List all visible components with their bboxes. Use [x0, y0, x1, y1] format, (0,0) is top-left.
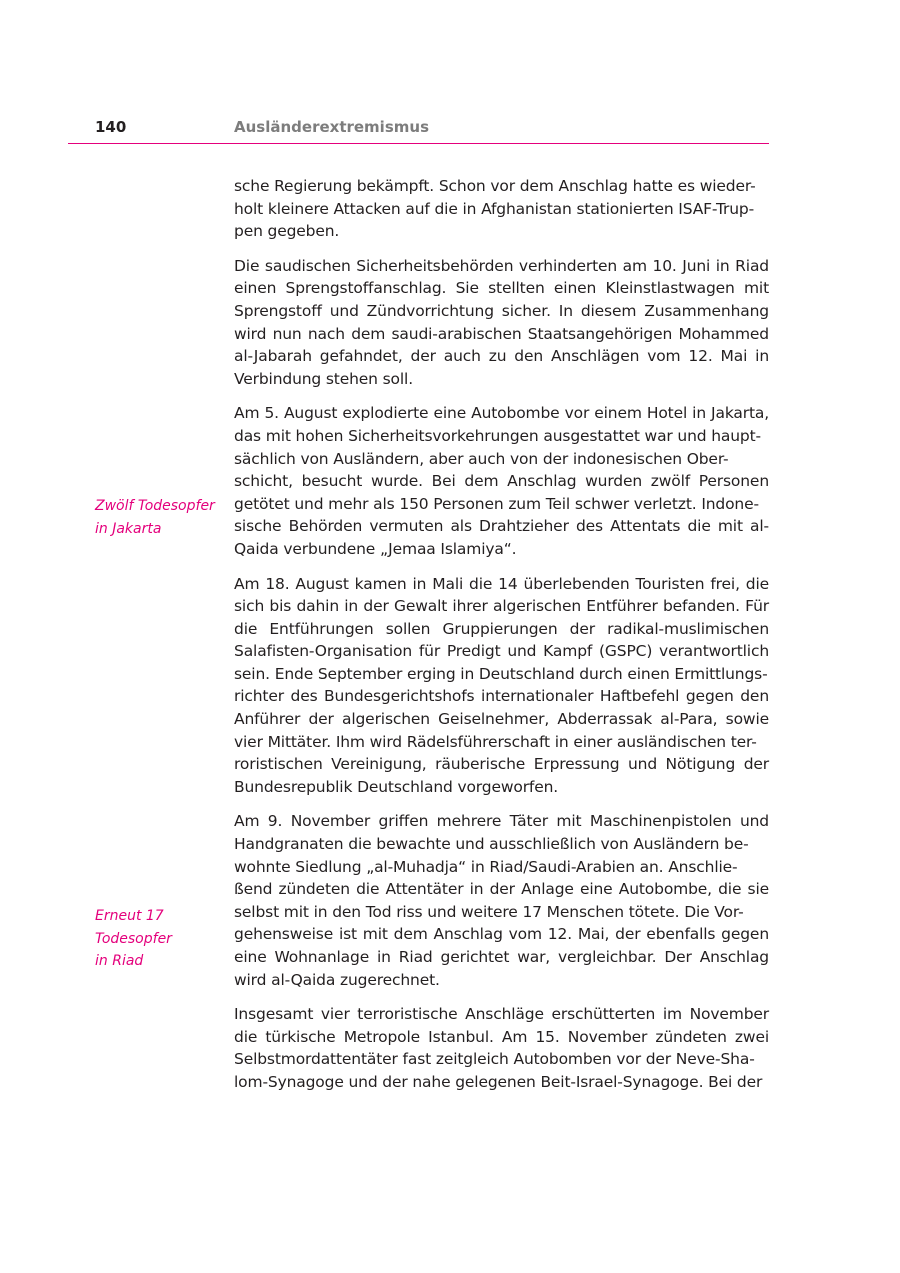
- body-text: [234, 175, 769, 1106]
- paragraph-istanbul: Insgesamt vier terroristische Anschläge erschütterten im November die türkische Metropole Istanbul. Am 15. November zündeten zwei Selbstmordattentäter fast zeitgleich Autobomben vor der Neve-Sha- lom-Synagoge und der nahe gelegenen Beit-Israel-Synagoge. Bei der: [234, 1005, 769, 1091]
- paragraph-mali: Am 18. August kamen in Mali die 14 überlebenden Touristen frei, die sich bis dahin in der Gewalt ihrer algerischen Entführer befanden. Für die Entführungen sollen Gruppierungen der radikal-muslimischen Salafisten-Organisation für Predigt und Kampf (GSPC) verantwortlich sein. Ende September erging in Deutschland durch einen Ermittlungs- richter des Bundesgerichtshofs internationaler Haftbefehl gegen den Anführer der algerischen Geiselnehmer, Abderrassak al-Para, sowie vier Mittäter. Ihm wird Rädelsführerschaft in einer ausländischen ter- roristischen Vereinigung, räuberische Erpressung und Nötigung der Bundesrepublik Deutschland vorgeworfen.: [234, 574, 769, 796]
- paragraph-afghanistan: sche Regierung bekämpft. Schon vor dem Anschlag hatte es wieder- holt kleinere Attacken auf die in Afghanistan stationierten ISAF-Trup- pen gegeben.: [234, 177, 756, 241]
- margin-note-riad: Erneut 17 Todesopfer in Riad: [95, 908, 172, 970]
- margin-note-jakarta: Zwölf Todesopfer in Jakarta: [95, 498, 215, 537]
- page-number: 140: [95, 118, 127, 136]
- running-head: Ausländerextremismus: [234, 118, 429, 136]
- paragraph-riad-june: Die saudischen Sicherheitsbehörden verhinderten am 10. Juni in Riad einen Sprengstoffanschlag. Sie stellten einen Kleinstlastwagen mit Sprengstoff und Zündvorrichtung sicher. In diesem Zusammenhang wird nun nach dem saudi-arabischen Staatsangehörigen Mohammed al-Jabarah gefahndet, der auch zu den Anschlägen vom 12. Mai in Verbindung stehen soll.: [234, 256, 769, 388]
- paragraph-riad-november: Am 9. November griffen mehrere Täter mit Maschinenpistolen und Handgranaten die bewachte und ausschließlich von Ausländern be- wohnte Siedlung „al-Muhadja“ in Riad/Saudi-Arabien an. Anschlie- ßend zündeten die Attentäter in der Anlage eine Autobombe, die sie selbst mit in den Tod riss und weitere 17 Menschen tötete. Die Vor- gehensweise ist mit dem Anschlag vom 12. Mai, der ebenfalls gegen eine Wohnanlage in Riad gerichtet war, vergleichbar. Der Anschlag wird al-Qaida zugerechnet.: [234, 812, 769, 989]
- paragraph-jakarta: Am 5. August explodierte eine Autobombe vor einem Hotel in Jakarta, das mit hohen Sicherheitsvorkehrungen ausgestattet war und haupt- sächlich von Ausländern, aber auch von der indonesischen Ober- schicht, besucht wurde. Bei dem Anschlag wurden zwölf Personen getötet und mehr als 150 Personen zum Teil schwer verletzt. Indone- sische Behörden vermuten als Drahtzieher des Attentats die mit al-Qaida verbundene „Jemaa Islamiya“.: [234, 404, 769, 558]
- page-header: [68, 116, 769, 144]
